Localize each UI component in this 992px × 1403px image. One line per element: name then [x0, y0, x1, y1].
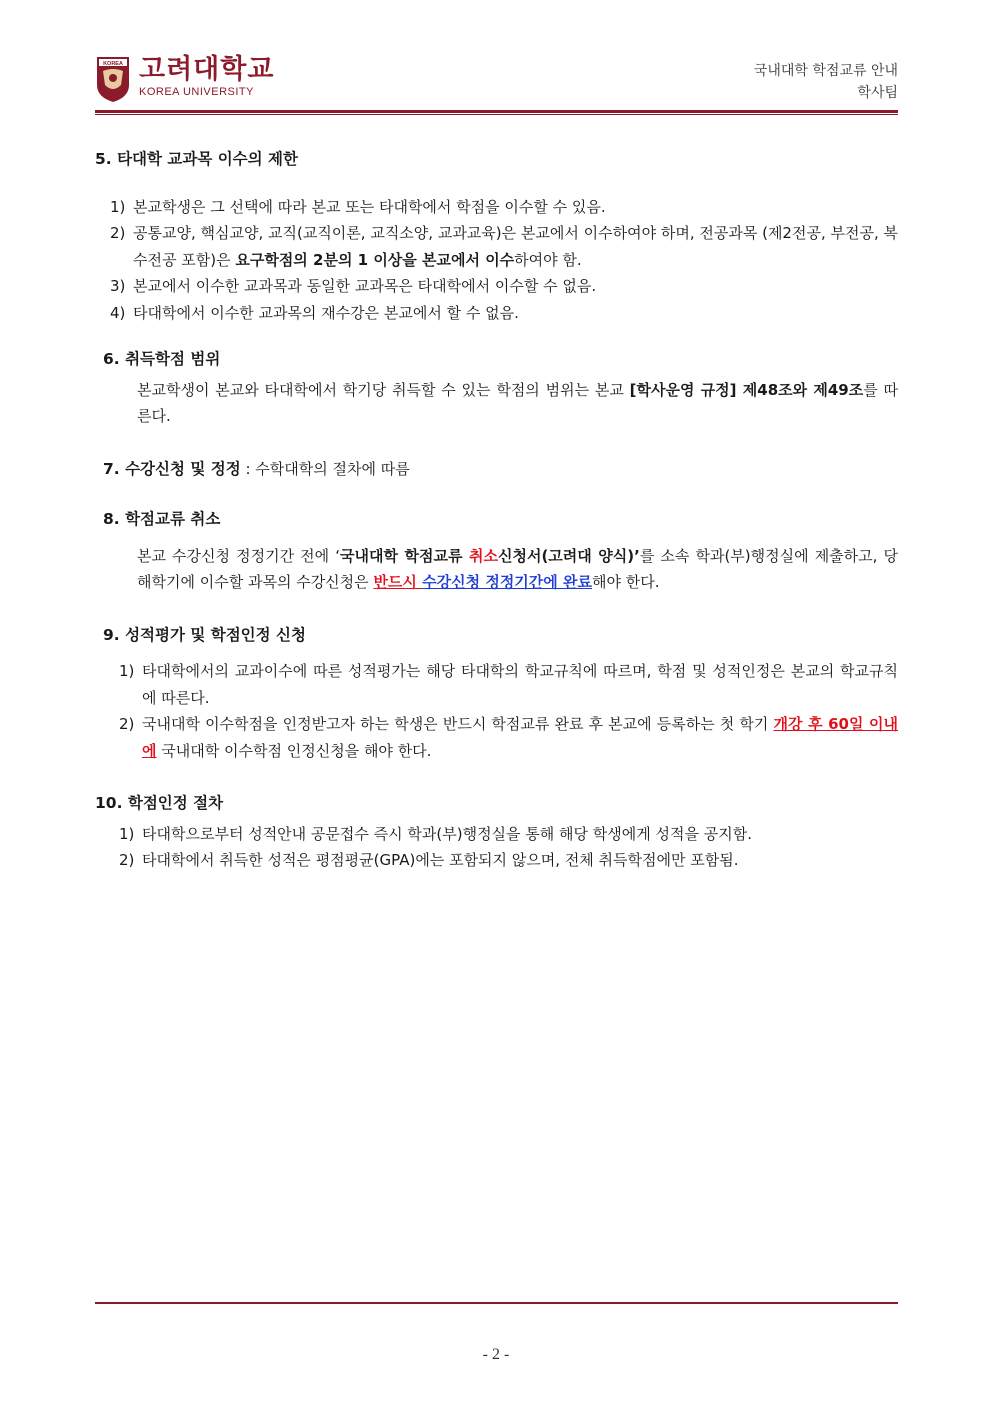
crest-text: KOREA: [103, 61, 123, 67]
emphasis-text: 신청서(고려대 양식)’: [497, 546, 640, 565]
section-paragraph: [95, 377, 898, 430]
emphasis-text: [학사운영 규정] 제48조와 제49조: [629, 380, 864, 399]
item-text-part: 국내대학 이수학점 인정신청을 해야 한다.: [156, 741, 432, 760]
section-title: 7. 수강신청 및 정정: [103, 459, 241, 478]
header-info: [754, 60, 898, 104]
list-item: [95, 194, 898, 221]
item-text: 타대학에서 이수한 교과목의 재수강은 본교에서 할 수 없음.: [133, 303, 519, 322]
item-text-part: 공통교양, 핵심교양, 교직(교직이론, 교직소양, 교과교육)은 본교에서 이수하여야 하며, 전공과목 (제2전공, 부전공, 복수전공 포함)은: [133, 224, 898, 269]
item-text: 타대학에서 취득한 성적은 평점평균(GPA)에는 포함되지 않으며, 전체 취득학점에만 포함됨.: [142, 851, 739, 869]
item-number: 1): [119, 662, 135, 680]
paragraph-text: 를 따른다.: [137, 380, 898, 425]
list-item: [95, 658, 898, 711]
department: 학사팀: [857, 85, 898, 101]
document-title: 국내대학 학점교류 안내: [753, 63, 898, 79]
section-6: [95, 346, 898, 430]
section-9: [95, 622, 898, 765]
section-title: 5. 타대학 교과목 이수의 제한: [95, 150, 298, 168]
item-number: 3): [110, 277, 126, 295]
header-divider-thin: [95, 114, 898, 115]
item-number: 2): [119, 851, 135, 869]
item-text: [142, 711, 898, 764]
document-body: [95, 146, 898, 874]
item-text: [133, 220, 898, 273]
item-number: 2): [119, 715, 135, 733]
emphasis-red-text: 취소: [468, 546, 498, 565]
crest-icon: [95, 55, 131, 103]
emphasis-text: 요구학점의 2분의 1 이상을 본교에서 이수: [235, 250, 515, 269]
list-item: [95, 300, 898, 327]
emphasis-blue-text: 수강신청 정정기간에 완료: [422, 573, 592, 591]
section-paragraph: [95, 543, 898, 596]
section-text: : 수학대학의 절차에 따름: [240, 459, 410, 478]
item-text: 본교에서 이수한 교과목과 동일한 교과목은 타대학에서 이수할 수 없음.: [133, 277, 597, 295]
list-item: [95, 220, 898, 273]
list-item: [95, 273, 898, 300]
page-number: - 2 -: [482, 1346, 510, 1363]
list-item: [95, 711, 898, 764]
item-text-part: 하여야 함.: [514, 250, 582, 269]
footer-divider: [95, 1302, 898, 1304]
paragraph-text: 본교 수강신청 정정기간 전에 ‘: [137, 546, 340, 565]
item-number: 4): [110, 303, 126, 322]
header-divider: [95, 110, 898, 113]
item-text-part: 국내대학 이수학점을 인정받고자 하는 학생은 반드시 학점교류 완료 후 본교에 등록하는 첫 학기: [142, 715, 774, 733]
section-title: 9. 성적평가 및 학점인정 신청: [103, 625, 306, 644]
item-text: 타대학에서의 교과이수에 따른 성적평가는 해당 타대학의 학교규칙에 따르며, 학점 및 성적인정은 본교의 학교규칙에 따른다.: [142, 662, 898, 707]
paragraph-text: 를 소속 학과(부)행정실에 제출하고, 당해학기에 이수할 과목의 수강신청은: [137, 546, 898, 591]
item-text: 본교학생은 그 선택에 따라 본교 또는 타대학에서 학점을 이수할 수 있음.: [133, 197, 606, 216]
item-text: 타대학으로부터 성적안내 공문접수 즉시 학과(부)행정실을 통해 해당 학생에게 성적을 공지함.: [142, 824, 753, 843]
item-number: 1): [110, 197, 126, 216]
university-logo: [95, 55, 274, 103]
emphasis-red-text: 반드시: [373, 573, 423, 591]
section-title: 6. 취득학점 범위: [103, 350, 221, 368]
page-header: [95, 55, 898, 110]
section-8: [95, 506, 898, 596]
item-number: 1): [119, 824, 135, 843]
section-title: 10. 학점인정 절차: [95, 794, 224, 812]
emphasis-text: 국내대학 학점교류: [339, 546, 469, 565]
paragraph-text: 해야 한다.: [591, 573, 660, 591]
section-7: [103, 456, 898, 483]
logo-korean: 고려대학교: [139, 54, 275, 85]
list-item: [95, 847, 898, 874]
logo-english: KOREA UNIVERSITY: [139, 86, 254, 98]
list-item: [95, 821, 898, 848]
section-10: [95, 790, 898, 874]
section-title: 8. 학점교류 취소: [103, 510, 221, 528]
item-number: 2): [110, 224, 126, 242]
section-5: [95, 146, 898, 326]
paragraph-text: 본교학생이 본교와 타대학에서 학기당 취득할 수 있는 학점의 범위는 본교: [137, 380, 630, 399]
emphasis-red-text: 개강 후 60일 이내에: [142, 715, 898, 760]
